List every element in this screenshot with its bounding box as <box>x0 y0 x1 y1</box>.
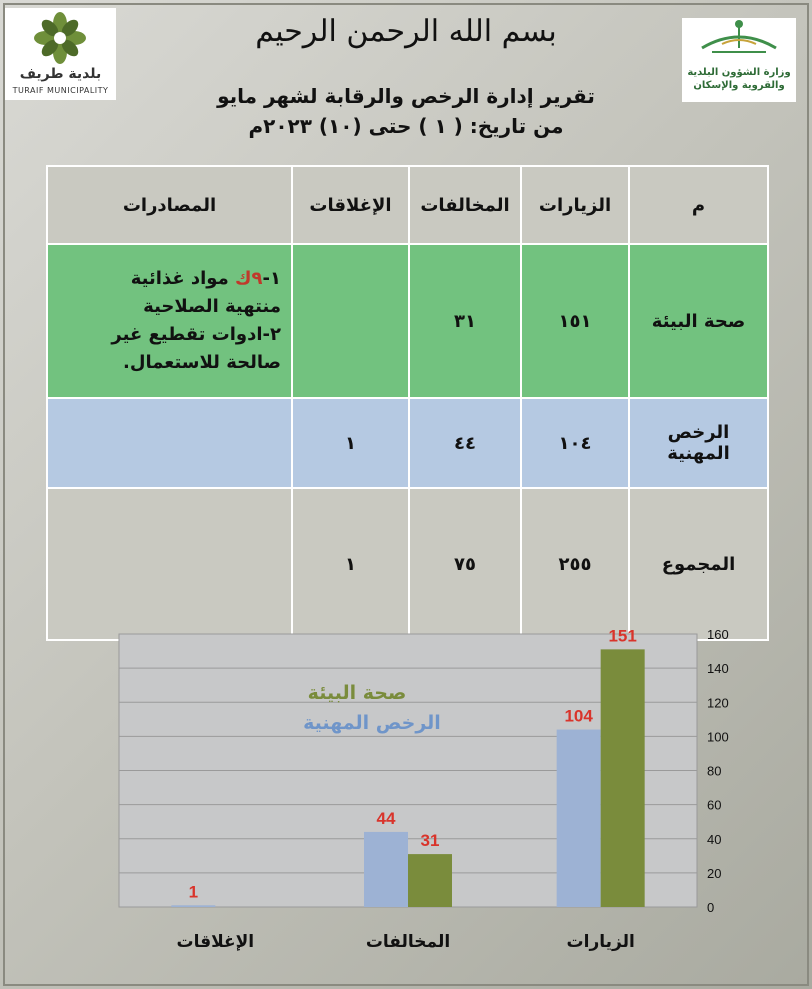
legend-professional-licenses: الرخص المهنية <box>303 712 441 734</box>
x-tick-label: الإغلاقات <box>176 932 255 952</box>
chart-bar <box>364 832 408 907</box>
chart-bar <box>408 854 452 907</box>
chart-bar <box>601 649 645 907</box>
y-tick-label: 140 <box>707 661 729 677</box>
row-name-line-1: الرخص <box>667 422 730 443</box>
header-violations: المخالفات <box>409 166 521 244</box>
y-tick-label: 20 <box>707 865 722 881</box>
y-tick-label: 0 <box>707 900 715 915</box>
cell-violations: ٣١ <box>409 244 521 398</box>
cell-closures: ١ <box>292 398 409 488</box>
cell-visits: ١٠٤ <box>521 398 629 488</box>
logo-left-arabic: بلدية طريف <box>19 66 102 82</box>
report-date-range: من تاريخ: ( ١ ) حتى (١٠) ٢٠٢٣م <box>248 114 564 138</box>
data-label: 1 <box>188 882 199 902</box>
total-violations: ٧٥ <box>409 488 521 640</box>
basmala: بسم الله الرحمن الرحيم <box>255 14 557 49</box>
y-tick-label: 100 <box>707 729 729 745</box>
confiscation-line-2: منتهية الصلاحية <box>143 296 281 317</box>
logo-right-arabic: وزارة الشؤون البلدية والقروية والإسكان <box>687 67 791 91</box>
cell-violations: ٤٤ <box>409 398 521 488</box>
confiscation-item-text: مواد غذائية <box>130 268 236 289</box>
confiscation-line-4: صالحة للاستعمال. <box>123 352 281 373</box>
total-label: المجموع <box>629 488 768 640</box>
chart-bar <box>557 730 601 907</box>
row-name-environment-health: صحة البيئة <box>629 244 768 398</box>
row-name-line-2: المهنية <box>667 443 730 464</box>
y-tick-label: 60 <box>707 797 722 813</box>
cell-visits: ١٥١ <box>521 244 629 398</box>
legend-environment-health: صحة البيئة <box>307 682 407 704</box>
data-label: 31 <box>420 831 440 851</box>
data-label: 104 <box>564 706 593 726</box>
y-tick-label: 80 <box>707 763 722 779</box>
x-tick-label: المخالفات <box>365 932 451 952</box>
confiscation-item-number: ١- <box>262 268 281 289</box>
y-tick-label: 120 <box>707 695 729 711</box>
header-confiscations: المصادرات <box>47 166 292 244</box>
x-tick-label: الزيارات <box>566 932 635 952</box>
y-tick-label: 160 <box>707 627 729 642</box>
report-title: تقرير إدارة الرخص والرقابة لشهر مايو <box>217 84 595 108</box>
header-index: م <box>629 166 768 244</box>
confiscation-quantity: ٩ك <box>235 268 263 289</box>
y-tick-label: 40 <box>707 831 722 847</box>
total-closures: ١ <box>292 488 409 640</box>
logo-left-english: TURAIF MUNICIPALITY <box>12 86 109 95</box>
header-visits: الزيارات <box>521 166 629 244</box>
data-label: 44 <box>376 808 396 828</box>
data-label: 151 <box>608 626 637 646</box>
header-closures: الإغلاقات <box>292 166 409 244</box>
chart-bar <box>171 905 215 907</box>
total-visits: ٢٥٥ <box>521 488 629 640</box>
confiscation-line-3: ٢-ادوات تقطيع غير <box>111 324 281 345</box>
